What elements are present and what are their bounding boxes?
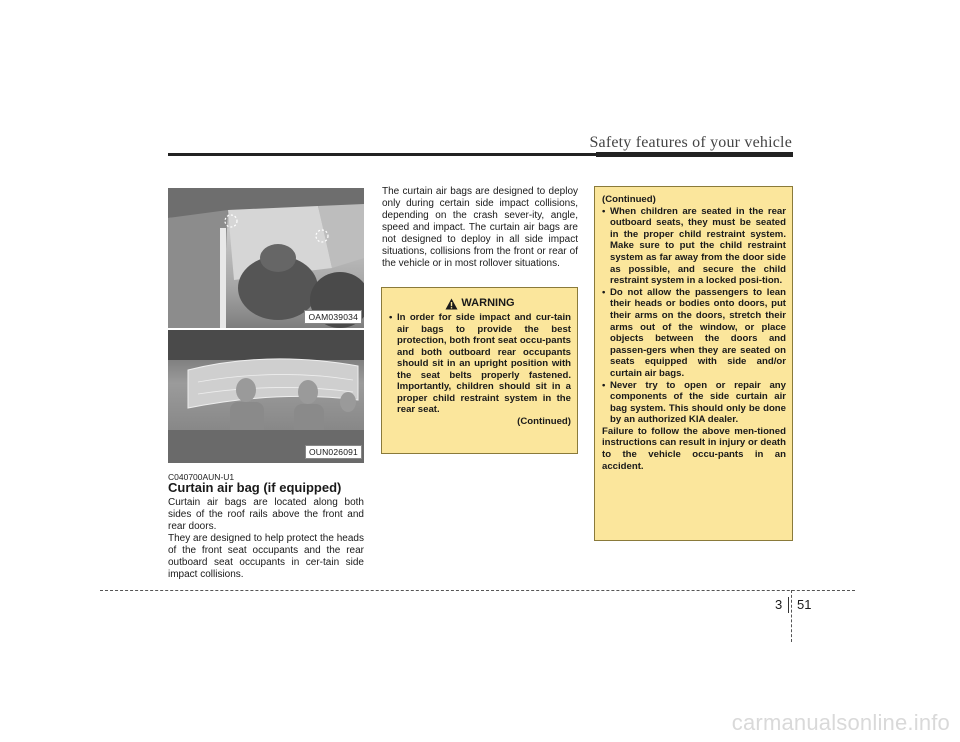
warning-box (381, 287, 578, 454)
bullet-dot: • (602, 379, 606, 391)
page-header-title: Safety features of your vehicle (589, 134, 792, 151)
continuation-bullet (602, 287, 786, 380)
continuation-final: Failure to follow the above men-tioned instructions can result in injury or death to the vehicle occu-pants in an accident. (602, 425, 786, 472)
footer-dashed-vertical (791, 590, 792, 642)
bullet-text: When children are seated in the rear outboard seats, they must be seated in the proper child restraint system. Make sure to put the child restraint system as far away from the door side as possible, and secure the child restraint system in a locked posi-tion. (610, 205, 786, 287)
footer-dashed-rule (100, 590, 855, 591)
bullet-text: Never try to open or repair any components of the side curtain air bag system. This should only be done by an authorized KIA dealer. (610, 379, 786, 426)
watermark: carmanualsonline.info (731, 710, 950, 735)
header-rule-accent (596, 152, 793, 157)
warning-icon (445, 298, 458, 310)
page-chapter: 3 (775, 597, 783, 612)
warning-bullet (389, 312, 571, 416)
section-code: C040700AUN-U1 (168, 472, 235, 482)
bullet-dot: • (389, 312, 393, 323)
car-interior-illustration (168, 188, 364, 328)
section-title: Curtain air bag (if equipped) (168, 480, 342, 495)
airbag-deployed-illustration (168, 330, 364, 463)
figure-curtain-airbag-interior (168, 188, 364, 328)
continuation-box (594, 186, 793, 541)
continuation-heading: (Continued) (602, 194, 656, 205)
figure-label: OUN026091 (305, 445, 362, 459)
warning-header (389, 298, 571, 310)
bullet-text: Do not allow the passengers to lean their heads or bodies onto doors, put their arms on the doors, stretch their arms out of the window, or place objects between the doors and passen-gers when they are seated on seats equipped with side and/or curtain air bags. (610, 286, 786, 379)
chapter-separator (788, 597, 789, 613)
continuation-bullet (602, 206, 786, 287)
figure-label: OAM039034 (304, 310, 362, 324)
bullet-dot: • (602, 286, 606, 298)
figure-curtain-airbag-deployed (168, 330, 364, 463)
body-paragraph: The curtain air bags are designed to deploy only during certain side impact collisions, depending on the crash sever-ity, angle, speed and impact. The curtain air bags are not designed to deploy in all side impact situations, collisions from the front or rear of the vehicle or in most rollover situations. (382, 186, 578, 269)
body-paragraph: Curtain air bags are located along both sides of the roof rails above the front and rear doors. (168, 497, 364, 532)
bullet-dot: • (602, 205, 606, 217)
page-number: 51 (797, 597, 812, 612)
body-paragraph: They are designed to help protect the heads of the front seat occupants and the rear outboard seat occupants in cer-tain side impact collisions. (168, 533, 364, 580)
bullet-text: In order for side impact and cur-tain air bags to provide the best protection, both front seat occu-pants and both outboard rear occupants should sit in an upright position with the seat belts properly fastened. Importantly, children should sit in a proper child restraint system in the rear seat. (397, 312, 571, 415)
warning-continued: (Continued) (517, 415, 571, 427)
warning-heading: WARNING (461, 297, 515, 310)
continuation-bullet (602, 380, 786, 426)
